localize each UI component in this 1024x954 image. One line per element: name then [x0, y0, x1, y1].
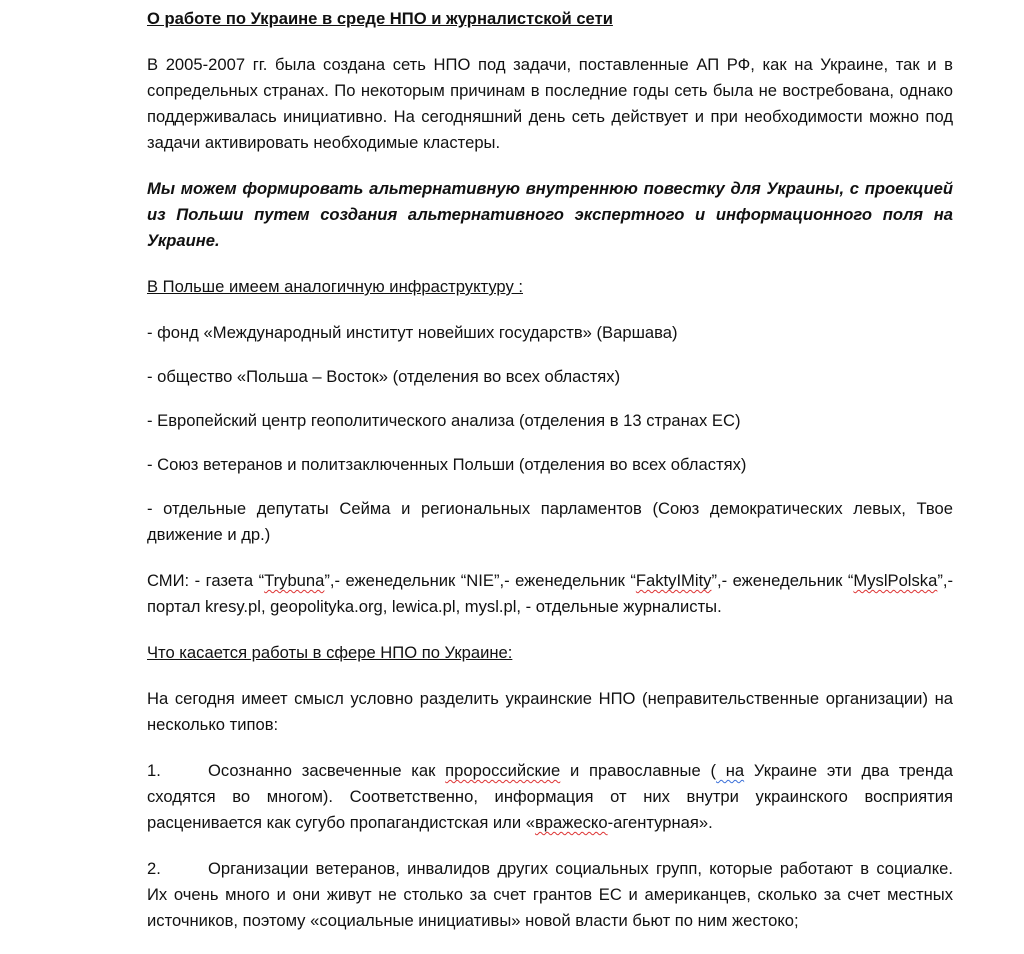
poland-item: - фонд «Международный институт новейших государств» (Варшава) — [147, 323, 678, 342]
media-text: ”,- портал kresy.pl, geopolityka.org, lewica.pl, mysl.pl, - отдельные журналисты. — [147, 571, 953, 616]
ngo-item-2 — [147, 856, 953, 934]
item-text: Организации ветеранов, инвалидов других социальных групп, которые работают в социалке. Их очень много и они живут не столько за счет грантов ЕС и американцев, сколько за счет местных источников, поэтому «социальные инициативы» новой власти бьют по ним жестоко; — [147, 859, 953, 930]
item-number: 1. — [147, 761, 161, 780]
media-text: ”,- еженедельник “NIE”,- еженедельник “ — [324, 571, 636, 590]
poland-item: - Европейский центр геополитического анализа (отделения в 13 странах ЕС) — [147, 411, 741, 430]
media-paragraph — [147, 568, 953, 620]
intro-paragraph: В 2005-2007 гг. была создана сеть НПО под задачи, поставленные АП РФ, как на Украине, так и в сопредельных странах. По некоторым причинам в последние годы сеть была не востребована, однако поддерживалась инициативно. На сегодняшний день сеть действует и при необходимости можно под задачи активировать необходимые кластеры. — [147, 55, 953, 152]
media-faktyimity: FaktyIMity — [635, 571, 712, 590]
media-myslpolska: MyslPolska — [853, 571, 938, 590]
poland-item: - общество «Польша – Восток» (отделения во всех областях) — [147, 367, 621, 386]
item-text: Осознанно засвеченные как — [208, 761, 446, 780]
poland-heading: В Польше имеем аналогичную инфраструктуру : — [147, 277, 523, 296]
document-title: О работе по Украине в среде НПО и журналистской сети — [147, 9, 613, 28]
agenda-paragraph: Мы можем формировать альтернативную внутреннюю повестку для Украины, с проекцией из Польши путем создания альтернативного экспертного и информационного поля на Украине. — [147, 179, 953, 250]
item-text: Украине эти два тренда сходятся во многом). Соответственно, информация от них внутри украинского восприятия расценивается как сугубо пропагандистская или « — [147, 761, 953, 832]
ngo-intro-paragraph: На сегодня имеет смысл условно разделить украинские НПО (неправительственные организации) на несколько типов: — [147, 689, 953, 734]
item-text-flagged: вражеско — [534, 813, 608, 832]
poland-item: - Союз ветеранов и политзаключенных Польши (отделения во всех областях) — [147, 455, 747, 474]
item-text: -агентурная». — [607, 813, 713, 832]
media-trybuna: Trybuna — [264, 571, 325, 590]
media-text: ”,- еженедельник “ — [711, 571, 854, 590]
document-page — [147, 6, 953, 954]
item-number: 2. — [147, 859, 161, 878]
item-text-flagged: на — [715, 761, 745, 780]
ngo-heading: Что касается работы в сфере НПО по Украине: — [147, 643, 513, 662]
ngo-item-1 — [147, 758, 953, 836]
item-text: и православные ( — [560, 761, 716, 780]
item-text-flagged: пророссийские — [445, 761, 561, 780]
poland-item: - отдельные депутаты Сейма и региональных парламентов (Союз демократических левых, Твое движение и др.) — [147, 499, 953, 544]
media-text: СМИ: - газета “ — [147, 571, 265, 590]
